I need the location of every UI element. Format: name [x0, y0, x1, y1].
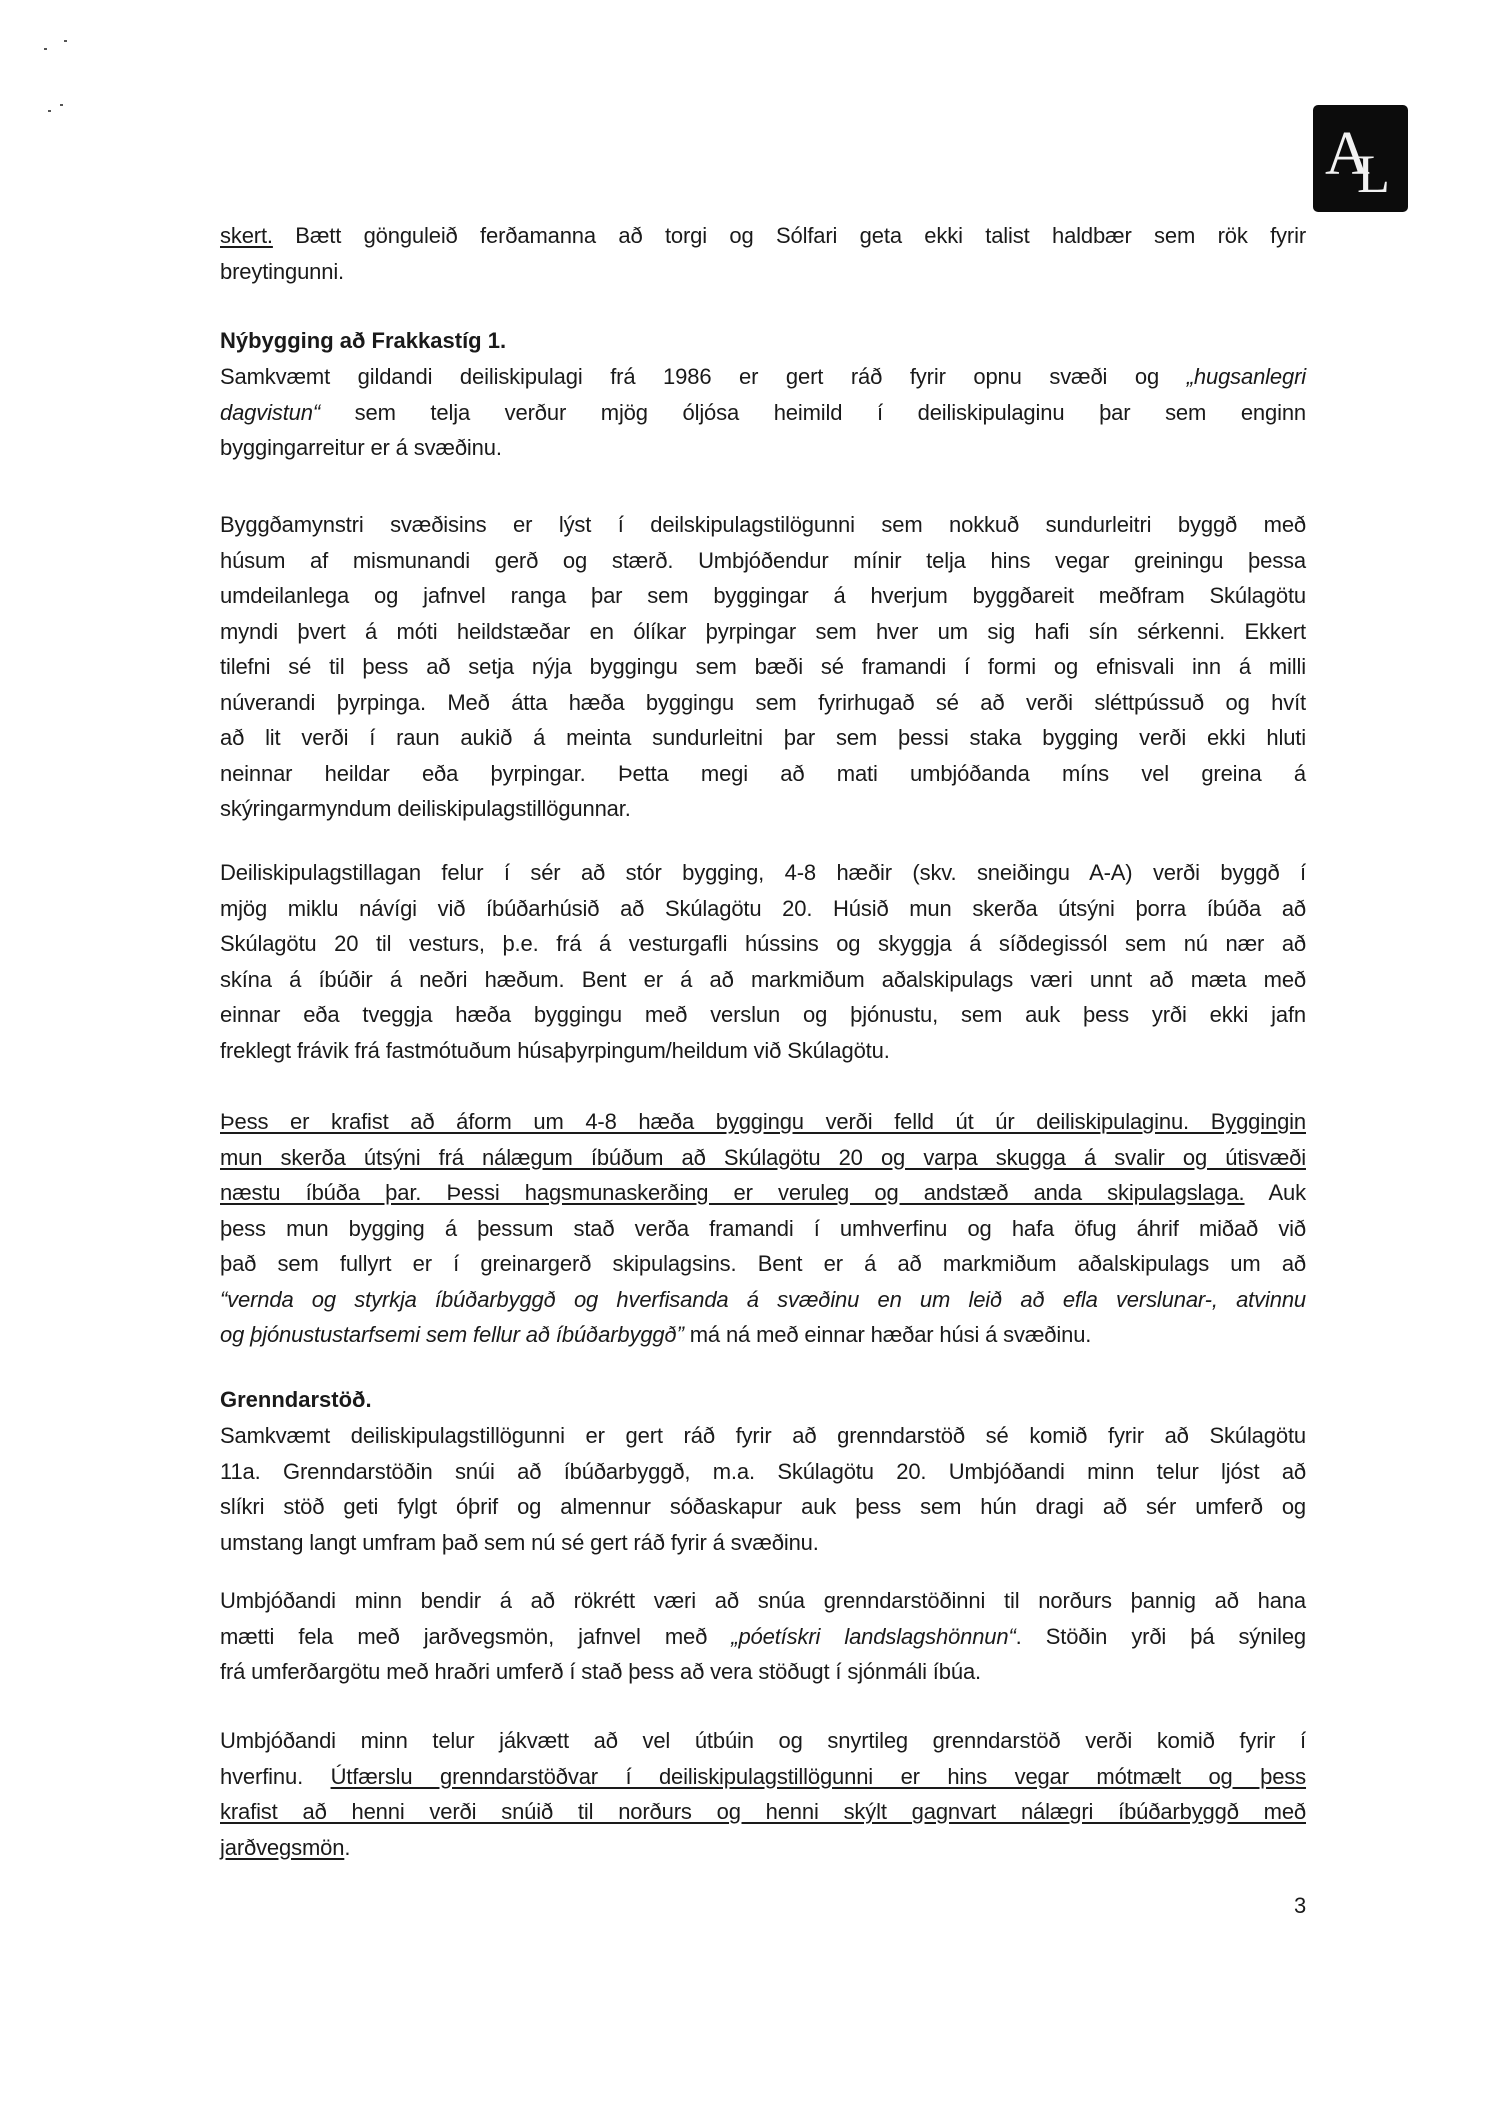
text-segment: má ná með einnar hæðar húsi á svæðinu.: [683, 1322, 1092, 1347]
text-segment: Byggðamynstri svæðisins er lýst í deilskipulagstilögunni sem nokkuð sundurleitri byggð með: [220, 512, 1306, 537]
scan-speck: [44, 48, 47, 50]
italic-quote: “vernda og styrkja íbúðarbyggð og hverfisanda á svæðinu en um leið að efla verslunar-, atvinnu: [220, 1286, 1306, 1312]
italic-quote: dagvistun“: [220, 399, 321, 425]
text-line: [220, 1246, 1306, 1282]
page-number: 3: [1294, 1893, 1307, 1918]
text-segment: Skúlagötu 20 til vesturs, þ.e. frá á vesturgafli hússins og skyggja á síðdegissól sem nú nær að: [220, 931, 1306, 956]
text-segment: breytingunni.: [220, 258, 345, 284]
text-line: [220, 1654, 1306, 1690]
text-segment: Deiliskipulagstillagan felur í sér að stór bygging, 4-8 hæðir (skv. sneiðingu A-A) verði byggð í: [220, 860, 1306, 885]
underlined-text: krafist að henni verði snúið til norðurs og henni skýlt gagnvart nálægri íbúðarbyggð með: [220, 1799, 1306, 1824]
text-segment: byggingarreitur er á svæðinu.: [220, 435, 502, 460]
text-segment: mjög miklu návígi við íbúðarhúsið að Skúlagötu 20. Húsið mun skerða útsýni þorra íbúða að: [220, 895, 1306, 921]
text-line: [220, 218, 1306, 254]
text-line: [220, 756, 1306, 792]
text-segment: slíkri stöð geti fylgt óþrif og almennur sóðaskapur auk þess sem hún dragi að sér umferð og: [220, 1494, 1306, 1519]
paragraph: [220, 359, 1306, 466]
italic-quote: „hugsanlegri: [1186, 364, 1306, 389]
text-segment: hverfinu.: [220, 1763, 331, 1789]
text-line: [220, 1454, 1306, 1490]
text-segment: að lit verði í raun aukið á meinta sundurleitni þar sem þessi staka bygging verði ekki hluti: [220, 725, 1306, 750]
text-line: [220, 1794, 1306, 1830]
section-heading-frakkastigur: Nýbygging að Frakkastíg 1.: [220, 328, 507, 353]
underlined-text: Þess er krafist að áform um 4-8 hæða byggingu verði felld út úr deiliskipulaginu. Byggingin: [220, 1109, 1306, 1134]
italic-quote: „póetískri landslagshönnun“: [731, 1623, 1016, 1649]
text-line: [220, 1489, 1306, 1525]
text-segment: .: [344, 1834, 351, 1860]
underlined-text: skert.: [220, 223, 273, 248]
intro-paragraph: [220, 218, 1306, 289]
text-segment: núverandi þyrpinga. Með átta hæða byggingu sem fyrirhugað sé að verði sléttpússuð og hvít: [220, 689, 1306, 715]
text-line: [220, 614, 1306, 650]
underlined-text: jarðvegsmön: [220, 1834, 345, 1860]
text-line: [220, 1282, 1306, 1318]
text-segment: sem telja verður mjög óljósa heimild í deiliskipulaginu þar sem enginn: [320, 399, 1306, 425]
section-heading-grenndarstod: Grenndarstöð.: [220, 1387, 372, 1412]
text-line: [220, 1175, 1306, 1211]
text-line: [220, 997, 1306, 1033]
paragraph-demand: [220, 1104, 1306, 1353]
text-line: [220, 926, 1306, 962]
text-line: [220, 1583, 1306, 1619]
text-segment: einnar eða tveggja hæða byggingu með verslun og þjónustu, sem auk þess yrði ekki jafn: [220, 1002, 1306, 1027]
text-line: [220, 649, 1306, 685]
text-segment: 11a. Grenndarstöðin snúi að íbúðarbyggð, m.a. Skúlagötu 20. Umbjóðandi minn telur ljóst að: [220, 1458, 1306, 1484]
paragraph: [220, 507, 1306, 827]
text-line: [220, 720, 1306, 756]
text-segment: umdeilanlega og jafnvel ranga þar sem byggingar á hverjum byggðareit meðfram Skúlagötu: [220, 583, 1306, 608]
text-segment: . Stöðin yrði þá sýnileg: [1015, 1623, 1306, 1649]
text-segment: Samkvæmt deiliskipulagstillögunni er gert ráð fyrir að grenndarstöð sé komið fyrir að Skúlagötu: [220, 1423, 1306, 1448]
text-line: [220, 430, 1306, 466]
text-line: [220, 1317, 1306, 1353]
logo-letter-a: A: [1325, 120, 1370, 188]
text-segment: það sem fullyrt er í greinargerð skipulagsins. Bent er á að markmiðum aðalskipulags um að: [220, 1251, 1306, 1276]
underlined-text: mun skerða útsýni frá nálægum íbúðum að Skúlagötu 20 og varpa skugga á svalir og útisvæði: [220, 1144, 1306, 1170]
text-line: [220, 1830, 1306, 1866]
text-line: [220, 359, 1306, 395]
text-segment: húsum af mismunandi gerð og stærð. Umbjóðendur mínir telja hins vegar greiningu þessa: [220, 547, 1306, 573]
paragraph: [220, 1418, 1306, 1560]
italic-quote: og þjónustustarfsemi sem fellur að íbúðarbyggð”: [220, 1322, 684, 1347]
law-firm-logo: [1313, 105, 1408, 212]
text-segment: þess mun bygging á þessum stað verða framandi í umhverfinu og hafa öfug áhrif miðað við: [220, 1215, 1306, 1241]
text-line: [220, 1619, 1306, 1655]
text-segment: frá umferðargötu með hraðri umferð í stað þess að vera stöðugt í sjónmáli íbúa.: [220, 1659, 981, 1684]
paragraph: [220, 855, 1306, 1068]
text-line: [220, 891, 1306, 927]
scan-speck: [60, 104, 63, 106]
text-line: [220, 1525, 1306, 1561]
text-line: [220, 1104, 1306, 1140]
text-segment: Umbjóðandi minn bendir á að rökrétt væri að snúa grenndarstöðinni til norðurs þannig að hana: [220, 1588, 1306, 1613]
text-line: [220, 1140, 1306, 1176]
text-line: [220, 791, 1306, 827]
text-segment: umstang langt umfram það sem nú sé gert ráð fyrir á svæðinu.: [220, 1529, 819, 1555]
scan-speck: [64, 40, 67, 42]
text-line: [220, 1723, 1306, 1759]
text-segment: Bætt gönguleið ferðamanna að torgi og Sólfari geta ekki talist haldbær sem rök fyrir: [272, 223, 1306, 248]
text-line: [220, 1759, 1306, 1795]
paragraph: [220, 1583, 1306, 1690]
text-line: [220, 543, 1306, 579]
text-line: [220, 1418, 1306, 1454]
text-line: [220, 578, 1306, 614]
underlined-text: næstu íbúða þar. Þessi hagsmunaskerðing er veruleg og andstæð anda skipulagslaga.: [220, 1180, 1245, 1205]
text-segment: mætti fela með jarðvegsmön, jafnvel með: [220, 1623, 732, 1649]
text-line: [220, 962, 1306, 998]
text-segment: freklegt frávik frá fastmótuðum húsaþyrpingum/heildum við Skúlagötu.: [220, 1037, 890, 1063]
logo-letter-l: L: [1357, 144, 1390, 204]
text-segment: Umbjóðandi minn telur jákvætt að vel útbúin og snyrtileg grenndarstöð verði komið fyrir í: [220, 1728, 1306, 1753]
text-segment: Auk: [1244, 1180, 1306, 1205]
scan-speck: [48, 110, 51, 112]
text-line: [220, 855, 1306, 891]
text-line: [220, 1211, 1306, 1247]
text-line: [220, 507, 1306, 543]
text-line: [220, 395, 1306, 431]
text-segment: tilefni sé til þess að setja nýja byggingu sem bæði sé framandi í formi og efnisvali inn á milli: [220, 654, 1306, 679]
text-segment: neinnar heildar eða þyrpingar. Þetta megi að mati umbjóðanda míns vel greina á: [220, 760, 1306, 786]
text-segment: skína á íbúðir á neðri hæðum. Bent er á að markmiðum aðalskipulags væri unnt að mæta með: [220, 966, 1306, 992]
text-line: [220, 1033, 1306, 1069]
underlined-text: Útfærslu grenndarstöðvar í deiliskipulagstillögunni er hins vegar mótmælt og þess: [330, 1763, 1307, 1789]
text-segment: skýringarmyndum deiliskipulagstillögunnar.: [220, 796, 631, 821]
paragraph-demand: [220, 1723, 1306, 1865]
text-line: [220, 254, 1306, 290]
text-line: [220, 685, 1306, 721]
text-segment: myndi þvert á móti heildstæðar en ólíkar þyrpingar sem hver um sig hafi sín sérkenni. Ekkert: [220, 618, 1306, 644]
text-segment: Samkvæmt gildandi deiliskipulagi frá 1986 er gert ráð fyrir opnu svæði og: [220, 364, 1187, 389]
